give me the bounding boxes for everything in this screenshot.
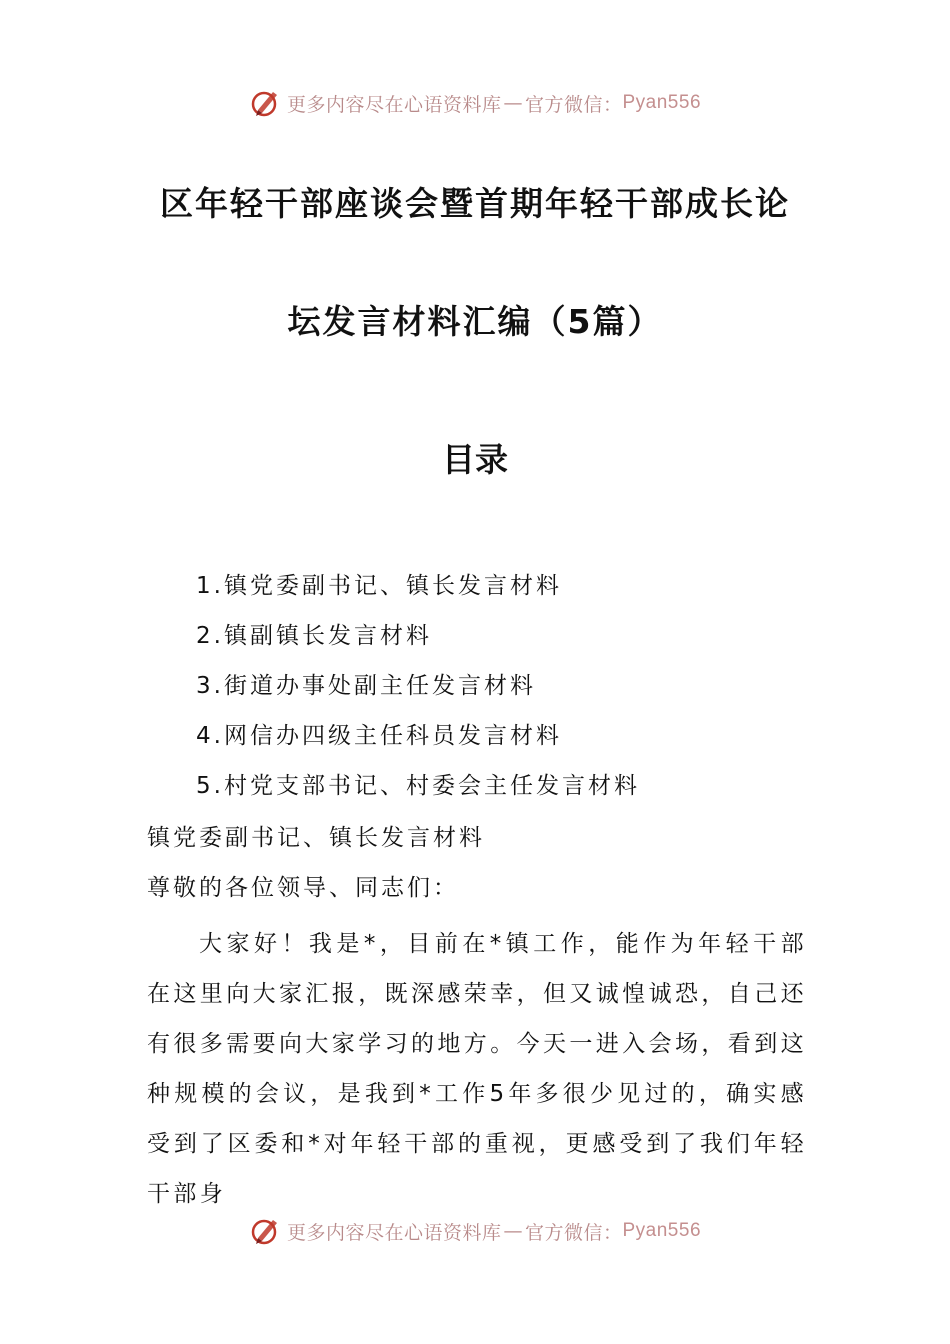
salutation: 尊敬的各位领导、同志们： [147,875,459,901]
section-title: 镇党委副书记、镇长发言材料 [147,825,485,851]
document-title-line-1: 区年轻干部座谈会暨首期年轻干部成长论 [160,184,790,223]
body-paragraph: 大家好！我是*，目前在*镇工作，能作为年轻干部在这里向大家汇报，既深感荣幸，但又诚惶诚恐，自己还有很多需要向大家学习的地方。今天一进入会场，看到这种规模的会议，是我到*工作5年多很少见过的，确实感受到了区委和*对年轻干部的重视，更感受到了我们年轻干部身 [147,931,807,1207]
toc-item: 3.街道办事处副主任发言材料 [196,673,536,699]
toc-item: 4.网信办四级主任科员发言材料 [196,723,562,749]
watermark-text: 更多内容尽在心语资料库 [286,93,502,116]
toc-item: 1.镇党委副书记、镇长发言材料 [196,573,562,599]
table-of-contents [196,568,640,818]
wechat-id: Pyan556 [622,92,702,113]
toc-item: 5.村党支部书记、村委会主任发言材料 [196,773,640,799]
document-title-line-2: 坛发言材料汇编（5篇） [287,302,663,341]
wechat-id: Pyan556 [622,1220,702,1241]
watermark-separator: — [503,1220,523,1242]
wechat-label: 官方微信： [524,1221,623,1244]
watermark-text: 更多内容尽在心语资料库 [286,1221,502,1244]
watermark-footer [0,1211,950,1251]
pen-logo-icon [249,86,283,120]
toc-heading: 目录 [442,440,508,479]
watermark-separator: — [503,92,523,114]
toc-item: 2.镇副镇长发言材料 [196,623,432,649]
pen-logo-icon [249,1214,283,1248]
wechat-label: 官方微信： [524,93,623,116]
watermark-header [0,83,950,123]
